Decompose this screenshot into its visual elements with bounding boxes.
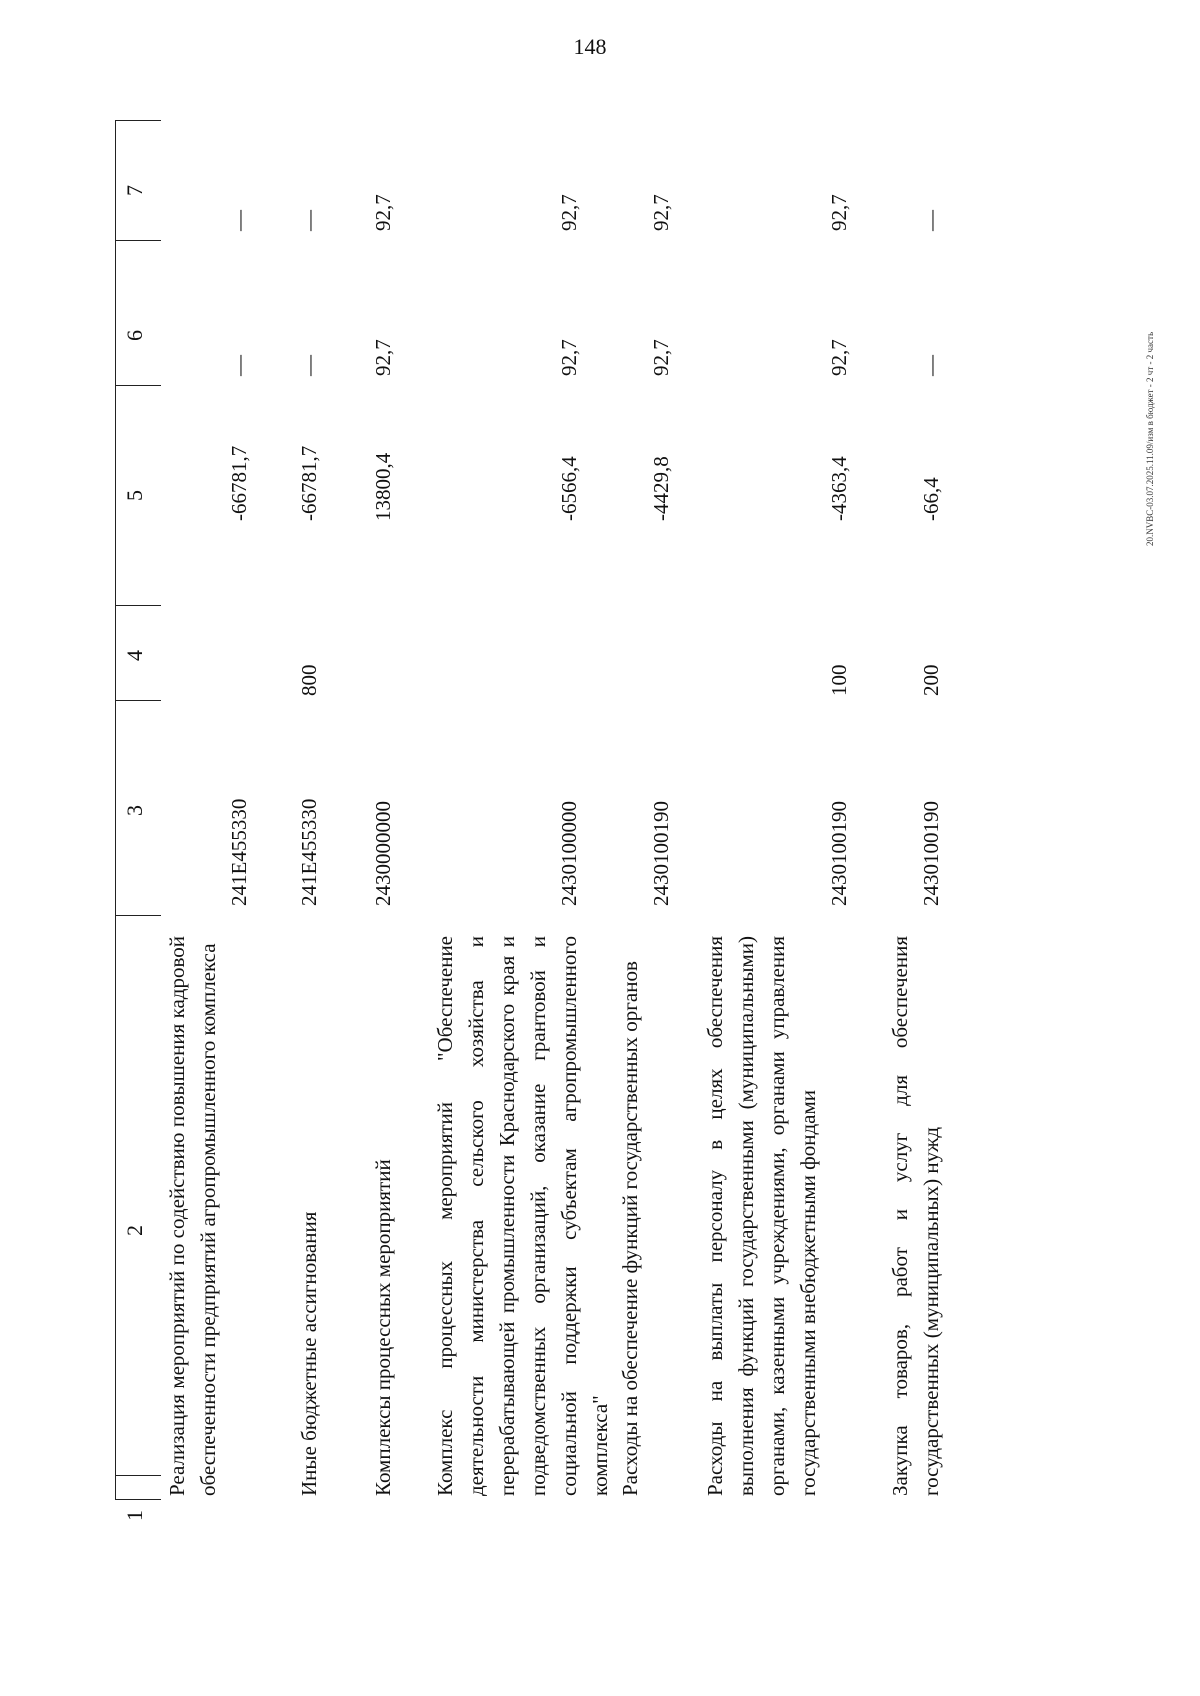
row-code: 2430100190	[919, 801, 943, 906]
footer-document-id: 20.NVBC-03.07.2025.11.09/изм в бюджет - 2 чт - 2 часть	[1145, 331, 1155, 546]
row-col7: 92,7	[827, 194, 851, 231]
row-col7: 92,7	[557, 194, 581, 231]
column-number-6: 6	[122, 330, 147, 341]
row-code: 2430100190	[827, 801, 851, 906]
column-separator	[115, 1499, 161, 1500]
row-code: 241E455330	[227, 798, 251, 906]
header-divider	[115, 120, 116, 1500]
row-description: Комплекс процессных мероприятий "Обеспечение деятельности министерства сельского хозяйства и перерабатывающей промышленности Краснодарского края и подведомственных организаций, оказание грантовой и социальной поддержки субъектам агропромышленного комплекса"	[433, 936, 612, 1496]
column-number-7: 7	[122, 185, 147, 196]
column-number-1: 1	[122, 1510, 147, 1521]
row-col6: —	[919, 355, 943, 376]
row-col6: —	[297, 355, 321, 376]
column-number-4: 4	[122, 650, 147, 661]
row-amount: -66781,7	[297, 445, 321, 521]
row-code: 2430100000	[557, 801, 581, 906]
row-description: Расходы на обеспечение функций государственных органов	[618, 961, 642, 1496]
row-code: 2430000000	[371, 801, 395, 906]
row-amount: -66781,7	[227, 445, 251, 521]
column-separator	[115, 120, 161, 121]
column-separator	[115, 1475, 161, 1476]
row-col7: 92,7	[649, 194, 673, 231]
column-separator	[115, 385, 161, 386]
row-description: Комплексы процессных мероприятий	[371, 1159, 395, 1496]
row-amount: -4429,8	[649, 456, 673, 521]
row-col6: 92,7	[371, 339, 395, 376]
row-expense-type: 100	[827, 664, 851, 696]
row-col7: —	[227, 210, 251, 231]
row-expense-type: 200	[919, 664, 943, 696]
row-description: Реализация мероприятий по содействию повышения кадровой обеспеченности предприятий агропромышленного комплекса	[165, 936, 220, 1496]
column-separator	[115, 240, 161, 241]
column-number-5: 5	[122, 490, 147, 501]
row-col6: 92,7	[827, 339, 851, 376]
column-separator	[115, 700, 161, 701]
row-amount: -4363,4	[827, 456, 851, 521]
row-col6: —	[227, 355, 251, 376]
page-number: 148	[573, 34, 607, 59]
column-number-2: 2	[122, 1225, 147, 1236]
row-col7: —	[919, 210, 943, 231]
row-amount: -66,4	[919, 477, 943, 521]
row-col6: 92,7	[649, 339, 673, 376]
row-expense-type: 800	[297, 664, 321, 696]
row-amount: 13800,4	[371, 452, 395, 521]
column-number-3: 3	[122, 805, 147, 816]
row-col7: 92,7	[371, 194, 395, 231]
row-description: Закупка товаров, работ и услуг для обеспечения государственных (муниципальных) нужд	[888, 936, 943, 1496]
row-code: 241E455330	[297, 798, 321, 906]
row-code: 2430100190	[649, 801, 673, 906]
column-separator	[115, 915, 161, 916]
row-description: Расходы на выплаты персоналу в целях обеспечения выполнения функций государственными (муниципальными) органами, казенными учреждениями, органами управления государственными внебюджетными фондами	[703, 936, 820, 1496]
row-description: Иные бюджетные ассигнования	[297, 1211, 321, 1496]
column-separator	[115, 605, 161, 606]
row-amount: -6566,4	[557, 456, 581, 521]
row-col7: —	[297, 210, 321, 231]
row-col6: 92,7	[557, 339, 581, 376]
